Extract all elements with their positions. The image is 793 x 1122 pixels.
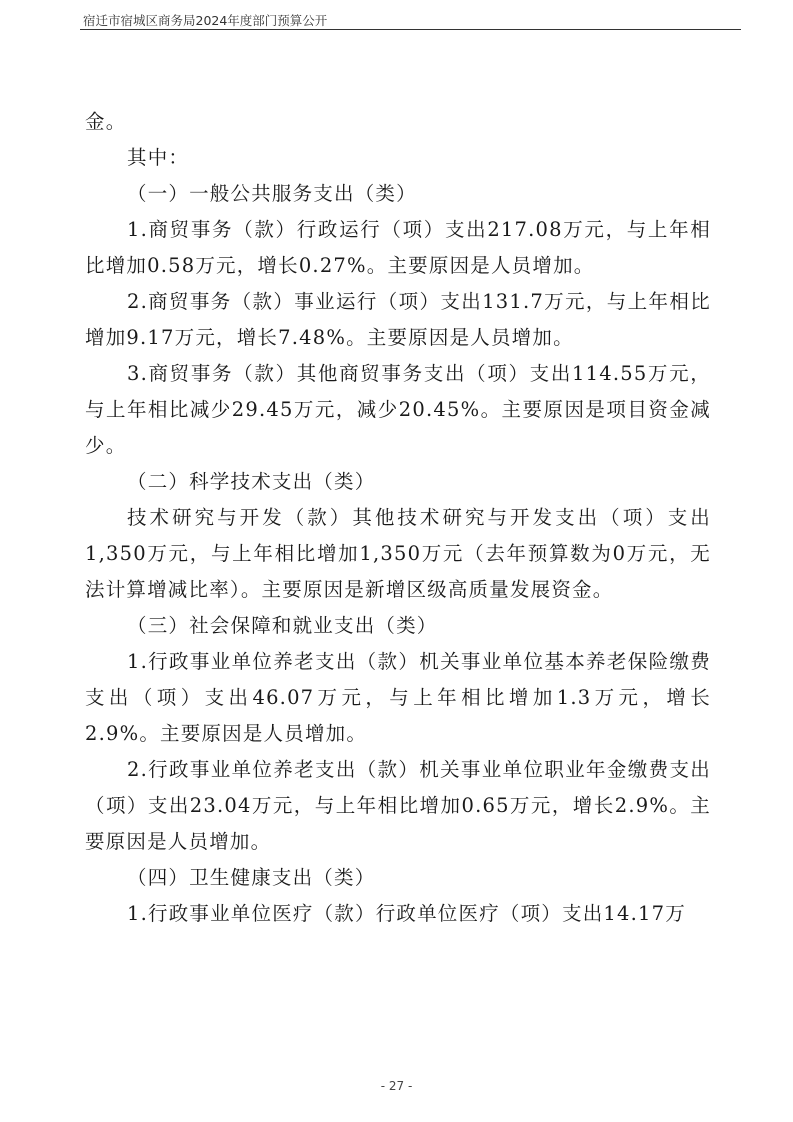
paragraph-item: 1.商贸事务（款）行政运行（项）支出217.08万元，与上年相比增加0.58万元，增长0.27%。主要原因是人员增加。 bbox=[85, 218, 711, 277]
paragraph-continuation: 金。 bbox=[85, 110, 127, 133]
paragraph-intro: 其中： bbox=[127, 146, 190, 169]
paragraph-item: 技术研究与开发（款）其他技术研究与开发支出（项）支出1,350万元，与上年相比增加1,350万元（去年预算数为0万元，无法计算增减比率）。主要原因是新增区级高质量发展资金。 bbox=[85, 506, 711, 601]
paragraph-item: 2.行政事业单位养老支出（款）机关事业单位职业年金缴费支出（项）支出23.04万元，与上年相比增加0.65万元，增长2.9%。主要原因是人员增加。 bbox=[85, 758, 711, 853]
header-title: 宿迁市宿城区商务局2024年度部门预算公开 bbox=[83, 13, 328, 28]
paragraph-item: 1.行政事业单位医疗（款）行政单位医疗（项）支出14.17万 bbox=[127, 902, 686, 925]
section-heading-social-security: （三）社会保障和就业支出（类） bbox=[127, 614, 438, 637]
header-divider bbox=[80, 29, 741, 30]
section-heading-general-public-services: （一）一般公共服务支出（类） bbox=[127, 182, 417, 205]
paragraph-item: 1.行政事业单位养老支出（款）机关事业单位基本养老保险缴费支出（项）支出46.07万元，与上年相比增加1.3万元，增长2.9%。主要原因是人员增加。 bbox=[85, 650, 711, 745]
document-body bbox=[85, 104, 711, 932]
section-heading-science-technology: （二）科学技术支出（类） bbox=[127, 470, 376, 493]
page-number: - 27 - bbox=[380, 1079, 413, 1093]
paragraph-item: 2.商贸事务（款）事业运行（项）支出131.7万元，与上年相比增加9.17万元，增长7.48%。主要原因是人员增加。 bbox=[85, 290, 711, 349]
paragraph-item: 3.商贸事务（款）其他商贸事务支出（项）支出114.55万元，与上年相比减少29.45万元，减少20.45%。主要原因是项目资金减少。 bbox=[85, 362, 711, 457]
section-heading-health: （四）卫生健康支出（类） bbox=[127, 866, 376, 889]
